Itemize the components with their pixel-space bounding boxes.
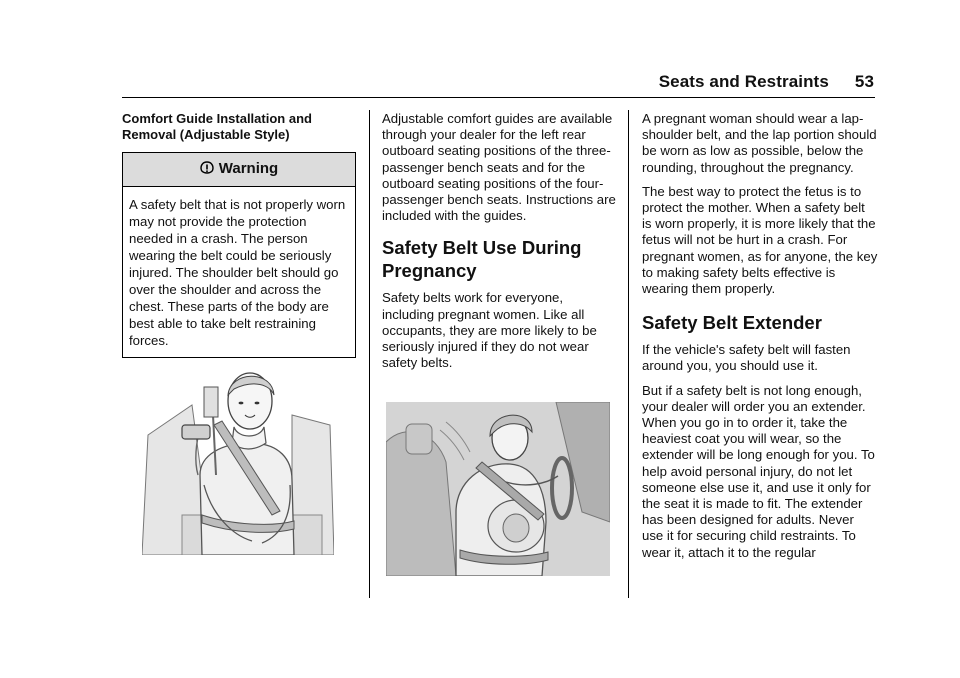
pregnancy-belt-illustration bbox=[386, 402, 610, 576]
extender-order-paragraph: But if a safety belt is not long enough, your dealer will order you an extender. When you go in to order it, take the heaviest coat you will wear, so the extender will be long enough for you. To help avoid personal injury, do not let someone else use it, and use it only for the seat it is made to fit. The extender has been designed for adults. Never use it for securing child restraints. To wear it, attach it to the regular bbox=[642, 382, 875, 560]
pregnancy-heading bbox=[382, 236, 618, 282]
pregnancy-heading-line-1: Safety Belt Use During bbox=[382, 237, 582, 259]
protect-fetus-paragraph: The best way to protect the fetus is to protect the mother. When a safety belt is worn properly, it is more likely that the fetus will not be hurt in a crash. For pregnant women, as for anyone, the key to making safety belts effective is wearing them properly. bbox=[642, 183, 878, 297]
extender-use-paragraph: If the vehicle's safety belt will fasten around you, you should use it. bbox=[642, 342, 851, 374]
subheading-line-2: Removal (Adjustable Style) bbox=[122, 126, 290, 142]
column-2 bbox=[382, 111, 618, 379]
column-1 bbox=[122, 111, 358, 358]
belt-extender-heading: Safety Belt Extender bbox=[642, 312, 822, 334]
warning-box bbox=[122, 152, 356, 358]
comfort-guide-subheading bbox=[122, 111, 358, 142]
column-divider-2 bbox=[628, 110, 629, 598]
column-3 bbox=[642, 111, 878, 569]
comfort-guide-paragraph: Adjustable comfort guides are available through your dealer for the left rear outboard seating positions of the three-passenger bench seats and for the outboard seating positions of the four-passenger bench seats. Instructions are included with the guides. bbox=[382, 111, 616, 224]
comfort-guide-illustration bbox=[142, 365, 334, 555]
warning-text: A safety belt that is not properly worn may not provide the protection needed in a crash. The person wearing the belt could be seriously injured. The shoulder belt should go over the shoulder and across the chest. These parts of the body are best able to take belt restraining forces. bbox=[129, 197, 346, 348]
pregnancy-paragraph: Safety belts work for everyone, including pregnant women. Like all occupants, they are more likely to be seriously injured if they do not wear safety belts. bbox=[382, 290, 597, 371]
warning-title: Warning bbox=[218, 160, 279, 178]
section-title: Seats and Restraints bbox=[658, 72, 829, 91]
header-rule bbox=[122, 97, 875, 98]
pregnant-belt-paragraph: A pregnant woman should wear a lap-shoulder belt, and the lap portion should be worn as low as possible, below the rounding, throughout the pregnancy. bbox=[642, 111, 877, 175]
column-divider-1 bbox=[369, 110, 370, 598]
warning-icon bbox=[200, 161, 214, 179]
pregnancy-heading-line-2: Pregnancy bbox=[382, 260, 477, 282]
page-header bbox=[122, 72, 874, 96]
subheading-line-1: Comfort Guide Installation and bbox=[122, 111, 312, 126]
warning-header bbox=[123, 153, 355, 187]
page-number: 53 bbox=[854, 72, 874, 91]
